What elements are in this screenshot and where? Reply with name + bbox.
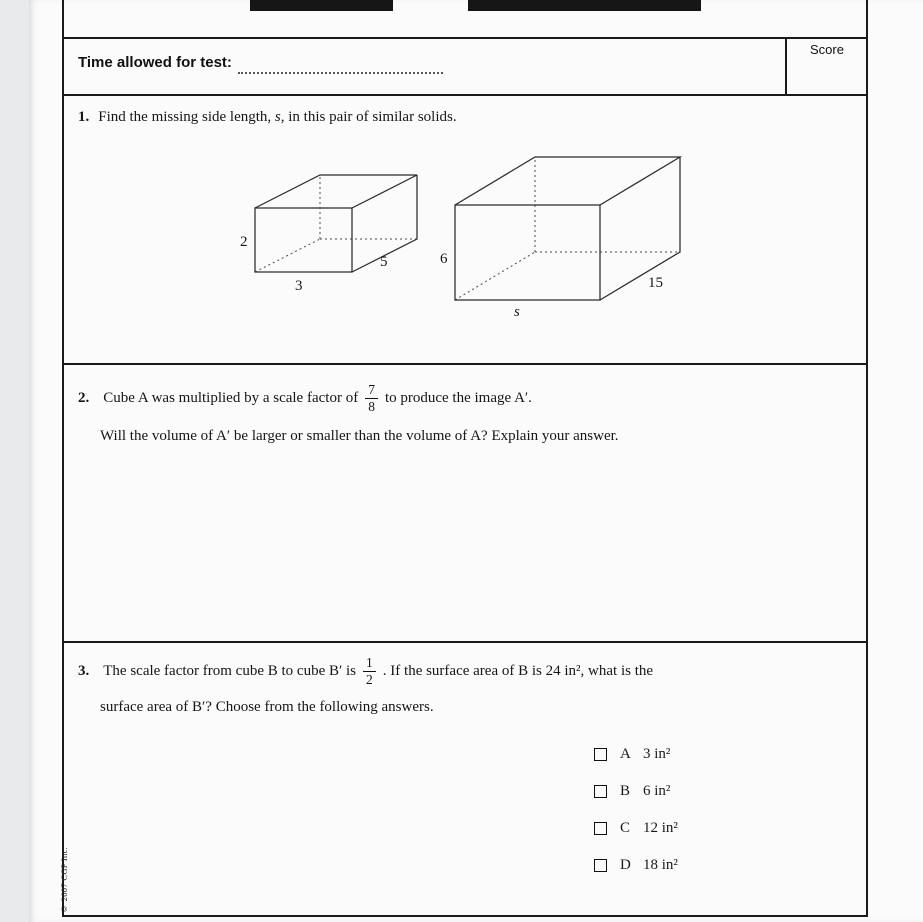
- option-row-c: [594, 820, 678, 836]
- question-3-fraction: [363, 655, 376, 687]
- large-prism-hidden-edges: [455, 157, 680, 300]
- option-c-letter: C: [620, 819, 631, 836]
- option-a-letter: A: [620, 745, 631, 762]
- header-top-line: [63, 37, 867, 39]
- small-prism: [255, 175, 417, 272]
- question-3-line1: [78, 650, 658, 692]
- option-c-value: 12 in²: [643, 819, 678, 836]
- option-d-value: 18 in²: [643, 856, 678, 873]
- option-b-letter: B: [620, 782, 631, 799]
- option-a-checkbox[interactable]: [594, 748, 607, 761]
- question1-divider: [63, 363, 867, 365]
- option-c-checkbox[interactable]: [594, 822, 607, 835]
- option-b-value: 6 in²: [643, 782, 671, 799]
- question-3-number: 3.: [78, 662, 90, 679]
- fraction-denominator: 8: [368, 398, 375, 414]
- large-prism-height-label: 6: [440, 251, 448, 267]
- option-b-checkbox[interactable]: [594, 785, 607, 798]
- fraction-numerator: 1: [363, 655, 376, 672]
- option-a-value: 3 in²: [643, 745, 671, 762]
- question-2-number: 2.: [78, 389, 90, 406]
- option-row-b: [594, 783, 678, 799]
- answer-options: [594, 746, 678, 894]
- large-prism-depth-label: 15: [648, 275, 663, 291]
- question-1-text-part1: Find the missing side length,: [98, 109, 275, 125]
- question-2-text-before: Cube A was multiplied by a scale factor of: [103, 389, 359, 406]
- time-allowed-label: Time allowed for test:: [78, 54, 232, 71]
- question-3-text-after: . If the surface area of B is 24 in², what is the: [382, 662, 654, 679]
- small-prism-height-label: 2: [240, 234, 248, 250]
- question-1-text-part2: , in this pair of similar solids.: [280, 109, 457, 125]
- question-2-text-after: to produce the image A′.: [384, 389, 532, 406]
- small-prism-depth-label: 5: [380, 254, 388, 270]
- option-row-a: [594, 746, 678, 762]
- score-label: Score: [810, 42, 844, 57]
- copyright-notice: © 2007 CGP Inc.: [59, 846, 69, 914]
- time-fill-in-line[interactable]: [238, 58, 443, 74]
- small-prism-hidden-edges: [255, 175, 417, 272]
- question-2-line1: [78, 377, 537, 419]
- fraction-denominator: 2: [366, 671, 373, 687]
- test-outer-border: [62, 0, 868, 917]
- question-1-number: 1.: [78, 109, 90, 125]
- large-prism-missing-side-label: s: [514, 304, 520, 320]
- question2-divider: [63, 641, 867, 643]
- question-1: [78, 109, 838, 126]
- question-2-line2: Will the volume of A′ be larger or smaller than the volume of A? Explain your answer.: [100, 428, 619, 444]
- option-d-letter: D: [620, 856, 631, 873]
- large-prism: [455, 157, 680, 300]
- question-1-variable: s: [274, 109, 281, 125]
- small-prism-width-label: 3: [295, 278, 303, 294]
- question-3-line2: surface area of B′? Choose from the following answers.: [100, 699, 434, 715]
- question-2-fraction: [365, 382, 378, 414]
- option-d-checkbox[interactable]: [594, 859, 607, 872]
- similar-solids-figure: [225, 148, 705, 328]
- option-row-d: [594, 857, 678, 873]
- header-bottom-line: [63, 94, 867, 96]
- question-3-text-before: The scale factor from cube B to cube B′ is: [103, 662, 357, 679]
- fraction-numerator: 7: [365, 382, 378, 399]
